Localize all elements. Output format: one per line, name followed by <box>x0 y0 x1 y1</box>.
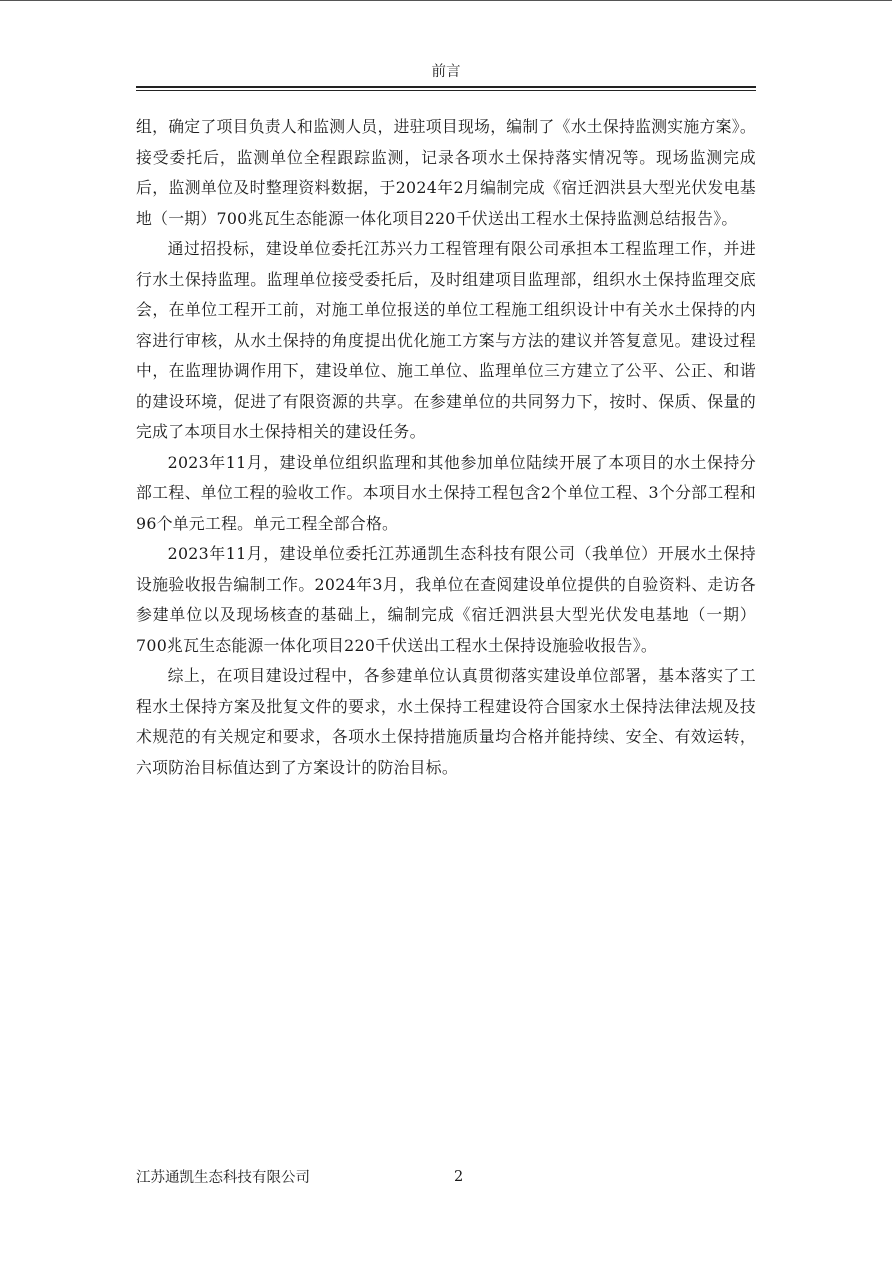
header-rule-thin <box>136 90 756 91</box>
paragraph-continuation: 组，确定了项目负责人和监测人员，进驻项目现场，编制了《水土保持监测实施方案》。接受委托后，监测单位全程跟踪监测，记录各项水土保持落实情况等。现场监测完成后，监测单位及时整理资料数据，于2024年2月编制完成《宿迁泗洪县大型光伏发电基地（一期）700兆瓦生态能源一体化项目220千伏送出工程水土保持监测总结报告》。 <box>136 117 756 228</box>
paragraph-supervision: 通过招投标，建设单位委托江苏兴力工程管理有限公司承担本工程监理工作，并进行水土保持监理。监理单位接受委托后，及时组建项目监理部，组织水土保持监理交底会，在单位工程开工前，对施工单位报送的单位工程施工组织设计中有关水土保持的内容进行审核，从水土保持的角度提出优化施工方案与方法的建议并答复意见。建设过程中，在监理协调作用下，建设单位、施工单位、监理单位三方建立了公平、公正、和谐的建设环境，促进了有限资源的共享。在参建单位的共同努力下，按时、保质、保量的完成了本项目水土保持相关的建设任务。 <box>136 239 756 441</box>
footer-page-number: 2 <box>454 1169 464 1185</box>
header-rule-thick <box>136 86 756 88</box>
page-top-border <box>0 0 892 1</box>
paragraph-conclusion: 综上，在项目建设过程中，各参建单位认真贯彻落实建设单位部署，基本落实了工程水土保持方案及批复文件的要求，水土保持工程建设符合国家水土保持法律法规及技术规范的有关规定和要求，各项水土保持措施质量均合格并能持续、安全、有效运转，六项防治目标值达到了方案设计的防治目标。 <box>136 666 756 777</box>
paragraph-acceptance: 2023年11月，建设单位组织监理和其他参加单位陆续开展了本项目的水土保持分部工程、单位工程的验收工作。本项目水土保持工程包含2个单位工程、3个分部工程和96个单元工程。单元工程全部合格。 <box>136 452 756 533</box>
footer-company: 江苏通凯生态科技有限公司 <box>136 1170 310 1186</box>
paragraph-report-commission: 2023年11月，建设单位委托江苏通凯生态科技有限公司（我单位）开展水土保持设施验收报告编制工作。2024年3月，我单位在查阅建设单位提供的自验资料、走访各参建单位以及现场核查的基础上，编制完成《宿迁泗洪县大型光伏发电基地（一期）700兆瓦生态能源一体化项目220千伏送出工程水土保持设施验收报告》。 <box>136 544 756 655</box>
running-header: 前言 <box>431 64 461 80</box>
document-body <box>136 112 756 783</box>
